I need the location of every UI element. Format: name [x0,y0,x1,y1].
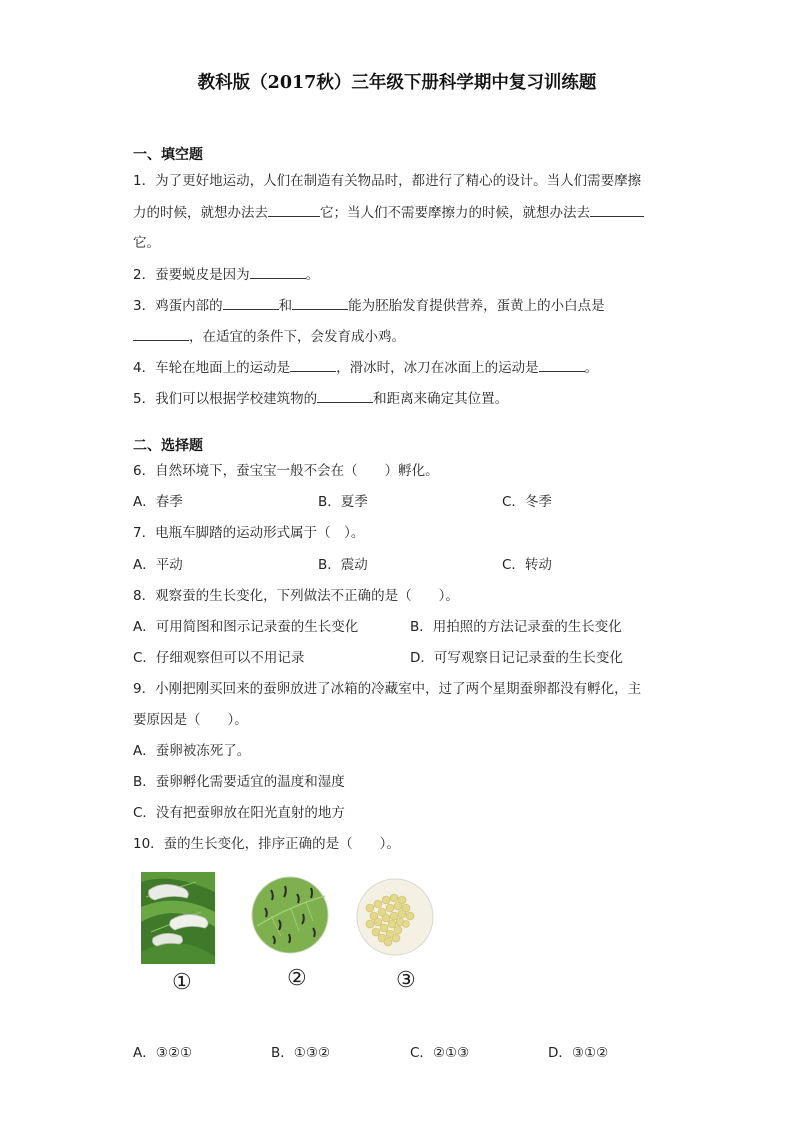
answer-blank [268,203,320,217]
question-9-line-2: 要原因是（ ）。 [133,712,248,728]
answer-blank [317,389,373,403]
question-10-option-d[interactable]: D．③①② [548,1045,609,1061]
question-2-text-a: 2．蚕要蜕皮是因为 [133,267,250,283]
answer-blank [292,296,348,310]
question-1-line-1: 1．为了更好地运动，人们在制造有关物品时，都进行了精心的设计。当人们需要摩擦 [133,173,642,189]
question-1-text-b: 它；当人们不需要摩擦力的时候，就想办法去 [320,205,590,221]
answer-blank [223,296,279,310]
question-3-text-d: ，在适宜的条件下，会发育成小鸡。 [189,329,405,345]
question-2-text-b: 。 [305,267,320,283]
question-10-option-b[interactable]: B．①③② [271,1045,331,1061]
question-1-text-a: 力的时候，就想办法去 [133,205,268,221]
question-4-text-b: ，滑冰时，冰刀在冰面上的运动是 [336,360,539,376]
question-7-option-b[interactable]: B．震动 [318,557,368,573]
question-4-text-c: 。 [584,360,599,376]
answer-blank [290,358,336,372]
answer-blank [590,203,644,217]
hatchling-larvae-image [251,876,329,954]
question-9-option-a[interactable]: A．蚕卵被冻死了。 [133,743,251,759]
silkworm-larva-image [141,872,215,964]
question-6-option-c[interactable]: C．冬季 [502,494,552,510]
question-4-text-a: 4．车轮在地面上的运动是 [133,360,291,376]
question-3-text-c: 能为胚胎发育提供营养，蛋黄上的小白点是 [348,298,605,314]
answer-blank [250,265,306,279]
question-8-option-d[interactable]: D．可写观察日记记录蚕的生长变化 [410,650,623,666]
question-8-option-b[interactable]: B．用拍照的方法记录蚕的生长变化 [410,619,622,635]
question-5 [133,389,508,408]
question-10-option-c[interactable]: C．②①③ [410,1045,470,1061]
answer-blank [539,358,585,372]
question-2 [133,265,319,284]
question-6-stem: 6．自然环境下，蚕宝宝一般不会在（ ）孵化。 [133,463,439,479]
question-3-line-2 [133,327,405,346]
question-9-option-c[interactable]: C．没有把蚕卵放在阳光直射的地方 [133,805,345,821]
page-title: 教科版（2017秋）三年级下册科学期中复习训练题 [197,73,597,93]
question-1-line-2 [133,203,644,222]
question-8-option-a[interactable]: A．可用简图和图示记录蚕的生长变化 [133,619,359,635]
image-label-1: ① [172,970,192,995]
section-choice-heading: 二、选择题 [133,438,203,454]
question-10-option-a[interactable]: A．③②① [133,1045,193,1061]
question-1-line-3: 它。 [133,235,160,251]
image-label-2: ② [287,966,307,991]
question-7-stem: 7．电瓶车脚踏的运动形式属于（ ）。 [133,525,365,541]
question-8-stem: 8．观察蚕的生长变化，下列做法不正确的是（ ）。 [133,588,459,604]
question-3-text-b: 和 [278,298,293,314]
question-6-option-b[interactable]: B．夏季 [318,494,368,510]
question-3-text-a: 3．鸡蛋内部的 [133,298,223,314]
question-8-option-c[interactable]: C．仔细观察但可以不用记录 [133,650,305,666]
question-9-line-1: 9．小刚把刚买回来的蚕卵放进了冰箱的冷藏室中，过了两个星期蚕卵都没有孵化，主 [133,681,642,697]
question-4 [133,358,598,377]
question-5-text-a: 5．我们可以根据学校建筑物的 [133,391,318,407]
silkworm-eggs-image [356,878,434,956]
question-7-option-c[interactable]: C．转动 [502,557,552,573]
question-5-text-b: 和距离来确定其位置。 [373,391,509,407]
question-10-stem: 10．蚕的生长变化，排序正确的是（ ）。 [133,836,400,852]
question-9-option-b[interactable]: B．蚕卵孵化需要适宜的温度和湿度 [133,774,345,790]
question-6-option-a[interactable]: A．春季 [133,494,183,510]
answer-blank [133,327,189,341]
question-7-option-a[interactable]: A．平动 [133,557,183,573]
section-fill-in-heading: 一、填空题 [133,147,203,163]
image-label-3: ③ [396,968,416,993]
question-3-line-1 [133,296,605,315]
